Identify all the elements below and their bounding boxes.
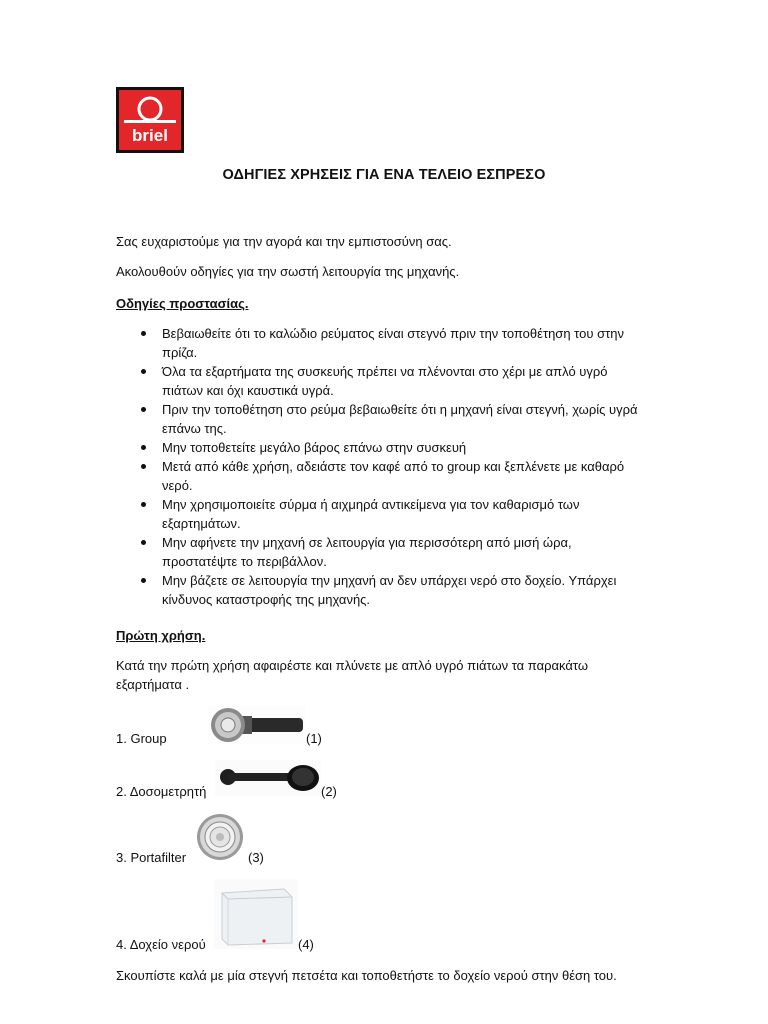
first-use-heading: Πρώτη χρήση. bbox=[116, 628, 206, 643]
water-tank-image bbox=[214, 879, 298, 949]
protection-list bbox=[116, 324, 646, 609]
first-use-text: Κατά την πρώτη χρήση αφαιρέστε και πλύνετε με απλό υγρό πιάτων τα παρακάτω εξαρτήματα . bbox=[116, 658, 588, 692]
scoop-image bbox=[215, 760, 321, 796]
part-number-2: (2) bbox=[321, 784, 337, 799]
part-label-group: 1. Group bbox=[116, 731, 167, 746]
group-image bbox=[208, 706, 306, 744]
list-item: Μην τοποθετείτε μεγάλο βάρος επάνω στην συσκευή bbox=[116, 438, 646, 457]
svg-text:briel: briel bbox=[132, 126, 168, 145]
closing-text: Σκουπίστε καλά με μία στεγνή πετσέτα και τοποθετήστε το δοχείο νερού στην θέση του. bbox=[116, 968, 617, 983]
page-title: ΟΔΗΓΙΕΣ ΧΡΗΣΕΙΣ ΓΙΑ ΕΝΑ ΤΕΛΕΙΟ ΕΣΠΡΕΣΟ bbox=[222, 167, 546, 183]
list-item: Όλα τα εξαρτήματα της συσκευής πρέπει να πλένονται στο χέρι με απλό υγρό πιάτων και όχι καυστικά υγρά. bbox=[116, 362, 646, 400]
portafilter-image bbox=[193, 812, 247, 862]
list-item: Μην βάζετε σε λειτουργία την μηχανή αν δεν υπάρχει νερό στο δοχείο. Υπάρχει κίνδυνος καταστροφής της μηχανής. bbox=[116, 571, 646, 609]
list-item: Βεβαιωθείτε ότι το καλώδιο ρεύματος είναι στεγνό πριν την τοποθέτηση του στην πρίζα. bbox=[116, 324, 646, 362]
list-item: Πριν την τοποθέτηση στο ρεύμα βεβαιωθείτε ότι η μηχανή είναι στεγνή, χωρίς υγρά επάνω της. bbox=[116, 400, 646, 438]
part-label-water-tank: 4. Δοχείο νερού bbox=[116, 937, 206, 952]
list-item: Μην αφήνετε την μηχανή σε λειτουργία για περισσότερη από μισή ώρα, προστατέψτε το περιβάλλον. bbox=[116, 533, 646, 571]
list-item: Μετά από κάθε χρήση, αδειάστε τον καφέ από το group και ξεπλένετε με καθαρό νερό. bbox=[116, 457, 646, 495]
part-number-3: (3) bbox=[248, 850, 264, 865]
part-label-scoop: 2. Δοσομετρητή bbox=[116, 784, 207, 799]
intro-thanks: Σας ευχαριστούμε για την αγορά και την εμπιστοσύνη σας. bbox=[116, 234, 452, 249]
intro-instructions: Ακολουθούν οδηγίες για την σωστή λειτουργία της μηχανής. bbox=[116, 264, 460, 279]
part-number-1: (1) bbox=[306, 731, 322, 746]
protection-heading: Οδηγίες προστασίας. bbox=[116, 296, 249, 311]
list-item: Μην χρησιμοποιείτε σύρμα ή αιχμηρά αντικείμενα για τον καθαρισμό των εξαρτημάτων. bbox=[116, 495, 646, 533]
briel-logo bbox=[116, 87, 184, 153]
part-number-4: (4) bbox=[298, 937, 314, 952]
part-label-portafilter: 3. Portafilter bbox=[116, 850, 187, 865]
